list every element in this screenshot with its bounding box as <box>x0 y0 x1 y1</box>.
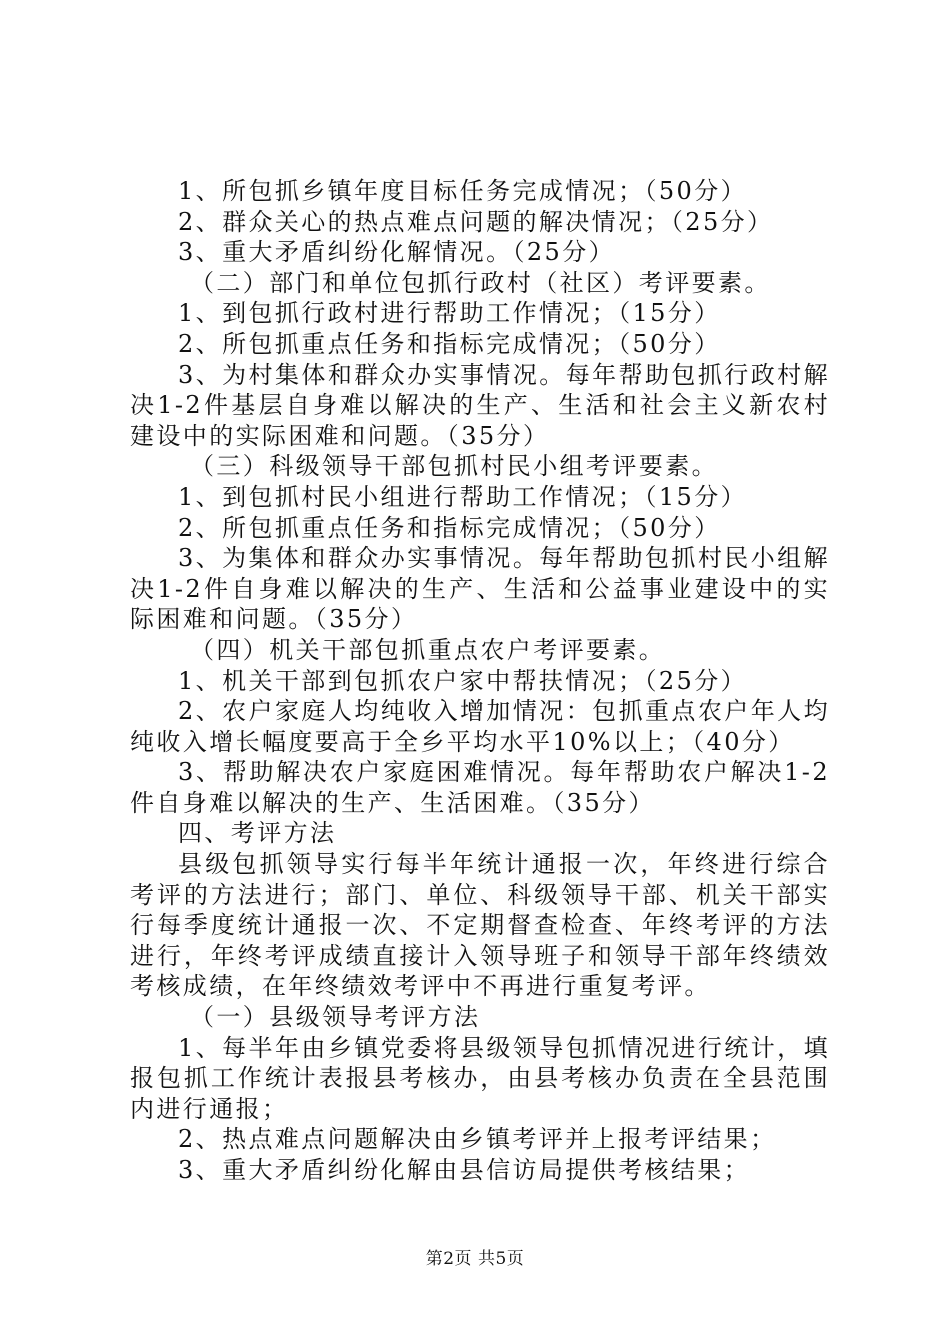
section-heading: （一）县级领导考评方法 <box>190 1003 481 1032</box>
section-heading: 四、考评方法 <box>178 819 337 848</box>
paragraph: 1、到包抓村民小组进行帮助工作情况；（15分） <box>178 482 748 511</box>
section-heading: （三）科级领导干部包抓村民小组考评要素。 <box>190 452 718 481</box>
paragraph: 2、热点难点问题解决由乡镇考评并上报考评结果； <box>178 1125 777 1154</box>
paragraph: 1、机关干部到包抓农户家中帮扶情况；（25分） <box>178 666 748 695</box>
paragraph: 3、重大矛盾纠纷化解情况。（25分） <box>178 238 616 267</box>
document-body <box>130 176 830 1186</box>
paragraph: 3、帮助解决农户家庭困难情况。每年帮助农户解决1-2件自身难以解决的生产、生活困难。（35分） <box>130 758 830 817</box>
paragraph: 2、农户家庭人均纯收入增加情况：包抓重点农户年人均纯收入增长幅度要高于全乡平均水平10%以上；（40分） <box>130 697 830 756</box>
paragraph: 2、所包抓重点任务和指标完成情况；（50分） <box>178 513 721 542</box>
paragraph: 1、每半年由乡镇党委将县级领导包抓情况进行统计，填报包抓工作统计表报县考核办，由县考核办负责在全县范围内进行通报； <box>130 1033 830 1123</box>
page-number: 第2页 共5页 <box>425 1249 525 1269</box>
paragraph: 3、为集体和群众办实事情况。每年帮助包抓村民小组解决1-2件自身难以解决的生产、生活和公益事业建设中的实际困难和问题。（35分） <box>130 544 830 634</box>
section-heading: （二）部门和单位包抓行政村（社区）考评要素。 <box>190 268 771 297</box>
paragraph: 2、群众关心的热点难点问题的解决情况；（25分） <box>178 207 774 236</box>
paragraph: 1、到包抓行政村进行帮助工作情况；（15分） <box>178 299 721 328</box>
paragraph: 1、所包抓乡镇年度目标任务完成情况；（50分） <box>178 177 748 205</box>
paragraph: 3、重大矛盾纠纷化解由县信访局提供考核结果； <box>178 1156 751 1184</box>
paragraph: 县级包抓领导实行每半年统计通报一次，年终进行综合考评的方法进行；部门、单位、科级领导干部、机关干部实行每季度统计通报一次、不定期督查检查、年终考评的方法进行，年终考评成绩直接计入领导班子和领导干部年终绩效考核成绩，在年终绩效考评中不再进行重复考评。 <box>130 850 830 1001</box>
paragraph: 2、所包抓重点任务和指标完成情况；（50分） <box>178 329 721 358</box>
section-heading: （四）机关干部包抓重点农户考评要素。 <box>190 635 666 664</box>
paragraph: 3、为村集体和群众办实事情况。每年帮助包抓行政村解决1-2件基层自身难以解决的生产、生活和社会主义新农村建设中的实际困难和问题。（35分） <box>130 360 830 450</box>
